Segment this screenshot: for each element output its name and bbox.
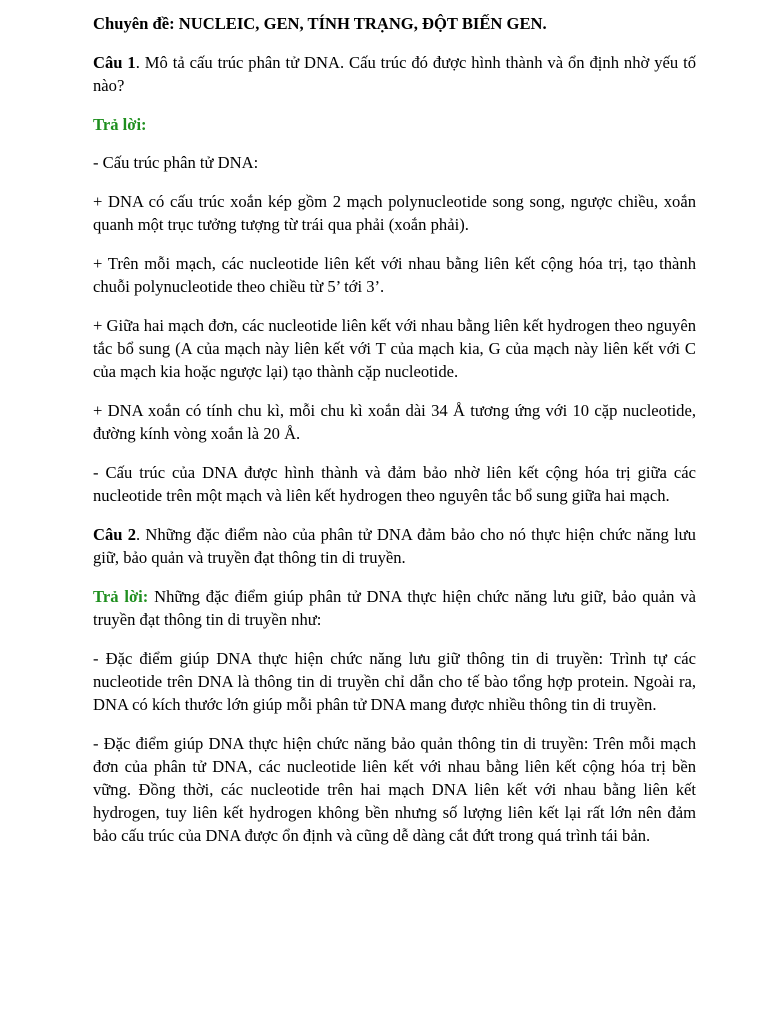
answer-1-label: Trả lời:	[93, 114, 147, 134]
answer-1-paragraph: + Giữa hai mạch đơn, các nucleotide liên kết với nhau bằng liên kết hydrogen theo nguyên tắc bổ sung (A của mạch này liên kết với T của mạch kia, G của mạch này liên kết với C của mạch kia hoặc ngược lại) tạo thành cặp nucleotide.	[93, 315, 696, 382]
question-1-text: . Mô tả cấu trúc phân tử DNA. Cấu trúc đó được hình thành và ổn định nhờ yếu tố nào?	[93, 52, 696, 95]
answer-1-paragraph: + DNA có cấu trúc xoắn kép gồm 2 mạch polynucleotide song song, ngược chiều, xoắn quanh một trục tưởng tượng từ trái qua phải (xoắn phải).	[93, 192, 696, 235]
answer-1-paragraph: - Cấu trúc phân tử DNA:	[93, 153, 259, 173]
answer-1-paragraph: + Trên mỗi mạch, các nucleotide liên kết với nhau bằng liên kết cộng hóa trị, tạo thành chuỗi polynucleotide theo chiều từ 5’ tới 3’.	[93, 253, 696, 297]
answer-1-heading	[93, 113, 696, 136]
answer-2-paragraph: - Đặc điểm giúp DNA thực hiện chức năng bảo quản thông tin di truyền: Trên mỗi mạch đơn của phân tử DNA, các nucleotide liên kết với nhau bằng liên kết cộng hóa trị bền vững. Đồng thời, các nucleotide trên hai mạch DNA liên kết với nhau bằng liên kết hydrogen, tuy liên kết hydrogen không bền nhưng số lượng liên kết lại rất lớn nên đảm bảo cấu trúc của DNA được ổn định và cũng dễ dàng cắt đứt trong quá trình tái bản.	[93, 733, 696, 846]
question-2-label: Câu 2	[93, 524, 137, 544]
answer-2-paragraph: - Đặc điểm giúp DNA thực hiện chức năng lưu giữ thông tin di truyền: Trình tự các nucleotide trên DNA là thông tin di truyền chỉ dẫn cho tế bào tổng hợp protein. Ngoài ra, DNA có kích thước lớn giúp mỗi phân tử DNA mang được nhiều thông tin di truyền.	[93, 648, 696, 714]
question-2	[93, 523, 696, 569]
question-2-text: . Những đặc điểm nào của phân tử DNA đảm bảo cho nó thực hiện chức năng lưu giữ, bảo quản và truyền đạt thông tin di truyền.	[93, 524, 696, 567]
answer-2-intro-text: Những đặc điểm giúp phân tử DNA thực hiện chức năng lưu giữ, bảo quản và truyền đạt thông tin di truyền như:	[93, 586, 696, 629]
answer-1-paragraph: + DNA xoắn có tính chu kì, mỗi chu kì xoắn dài 34 Å tương ứng với 10 cặp nucleotide, đường kính vòng xoắn là 20 Å.	[93, 400, 696, 444]
answer-2-intro	[93, 585, 696, 631]
answer-2-label: Trả lời:	[93, 586, 149, 606]
document-title: Chuyên đề: NUCLEIC, GEN, TÍNH TRẠNG, ĐỘT BIẾN GEN.	[93, 14, 547, 33]
document-page	[93, 12, 696, 863]
answer-1-paragraph: - Cấu trúc của DNA được hình thành và đảm bảo nhờ liên kết cộng hóa trị giữa các nucleotide trên một mạch và liên kết hydrogen theo nguyên tắc bổ sung giữa hai mạch.	[93, 462, 696, 506]
question-1	[93, 51, 696, 97]
question-1-label: Câu 1	[93, 52, 136, 72]
